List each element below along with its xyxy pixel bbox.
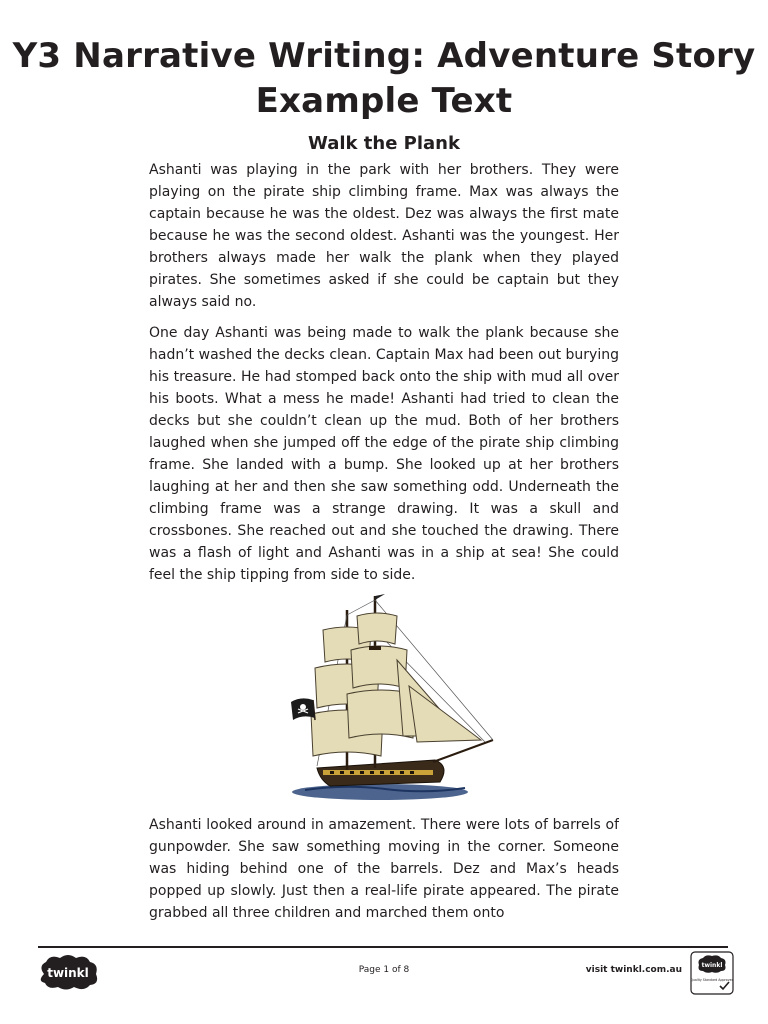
logo-text: twinkl — [47, 966, 89, 980]
badge-caption: Quality Standard Approved — [690, 978, 734, 982]
pirate-ship-illustration — [285, 590, 500, 805]
document-title-line-1: Y3 Narrative Writing: Adventure Story — [12, 36, 756, 76]
story-paragraph-3: Ashanti looked around in amazement. There were lots of barrels of gunpowder. She saw something moving in the corner. Someone was hiding behind one of the barrels. Dez and Max’s heads popped up slowly. Just then a real-life pirate appeared. The pirate grabbed all three children and marched them onto — [149, 817, 619, 921]
page-number: Page 1 of 8 — [358, 965, 410, 975]
quality-badge-icon — [690, 951, 734, 995]
website-link[interactable]: visit twinkl.com.au — [585, 965, 682, 975]
story-title: Walk the Plank — [308, 133, 460, 154]
footer-divider — [38, 946, 728, 948]
story-paragraph-2: One day Ashanti was being made to walk the plank because she hadn’t washed the decks clean. Captain Max had been out burying his treasure. He had stomped back onto the ship with mud all over his boots. What a mess he made! Ashanti had tried to clean the decks but she couldn’t clean up the mud. Both of her brothers laughed when she jumped off the edge of the pirate ship climbing frame. She landed with a bump. She looked up at her brothers laughing at her and then she saw something odd. Underneath the climbing frame was a strange drawing. It was a skull and crossbones. She reached out and she touched the drawing. There was a flash of light and Ashanti was in a ship at sea! She could feel the ship tipping from side to side. — [149, 325, 619, 583]
document-title-line-2: Example Text — [255, 81, 513, 121]
document-title — [0, 34, 768, 124]
story-paragraph-1: Ashanti was playing in the park with her brothers. They were playing on the pirate ship climbing frame. Max was always the captain because he was the oldest. Dez was always the first mate because he was the second oldest. Ashanti was the youngest. Her brothers always made her walk the plank when they played pirates. She sometimes asked if she could be captain but they always said no. — [149, 162, 619, 310]
badge-logo-text: twinkl — [701, 962, 723, 969]
